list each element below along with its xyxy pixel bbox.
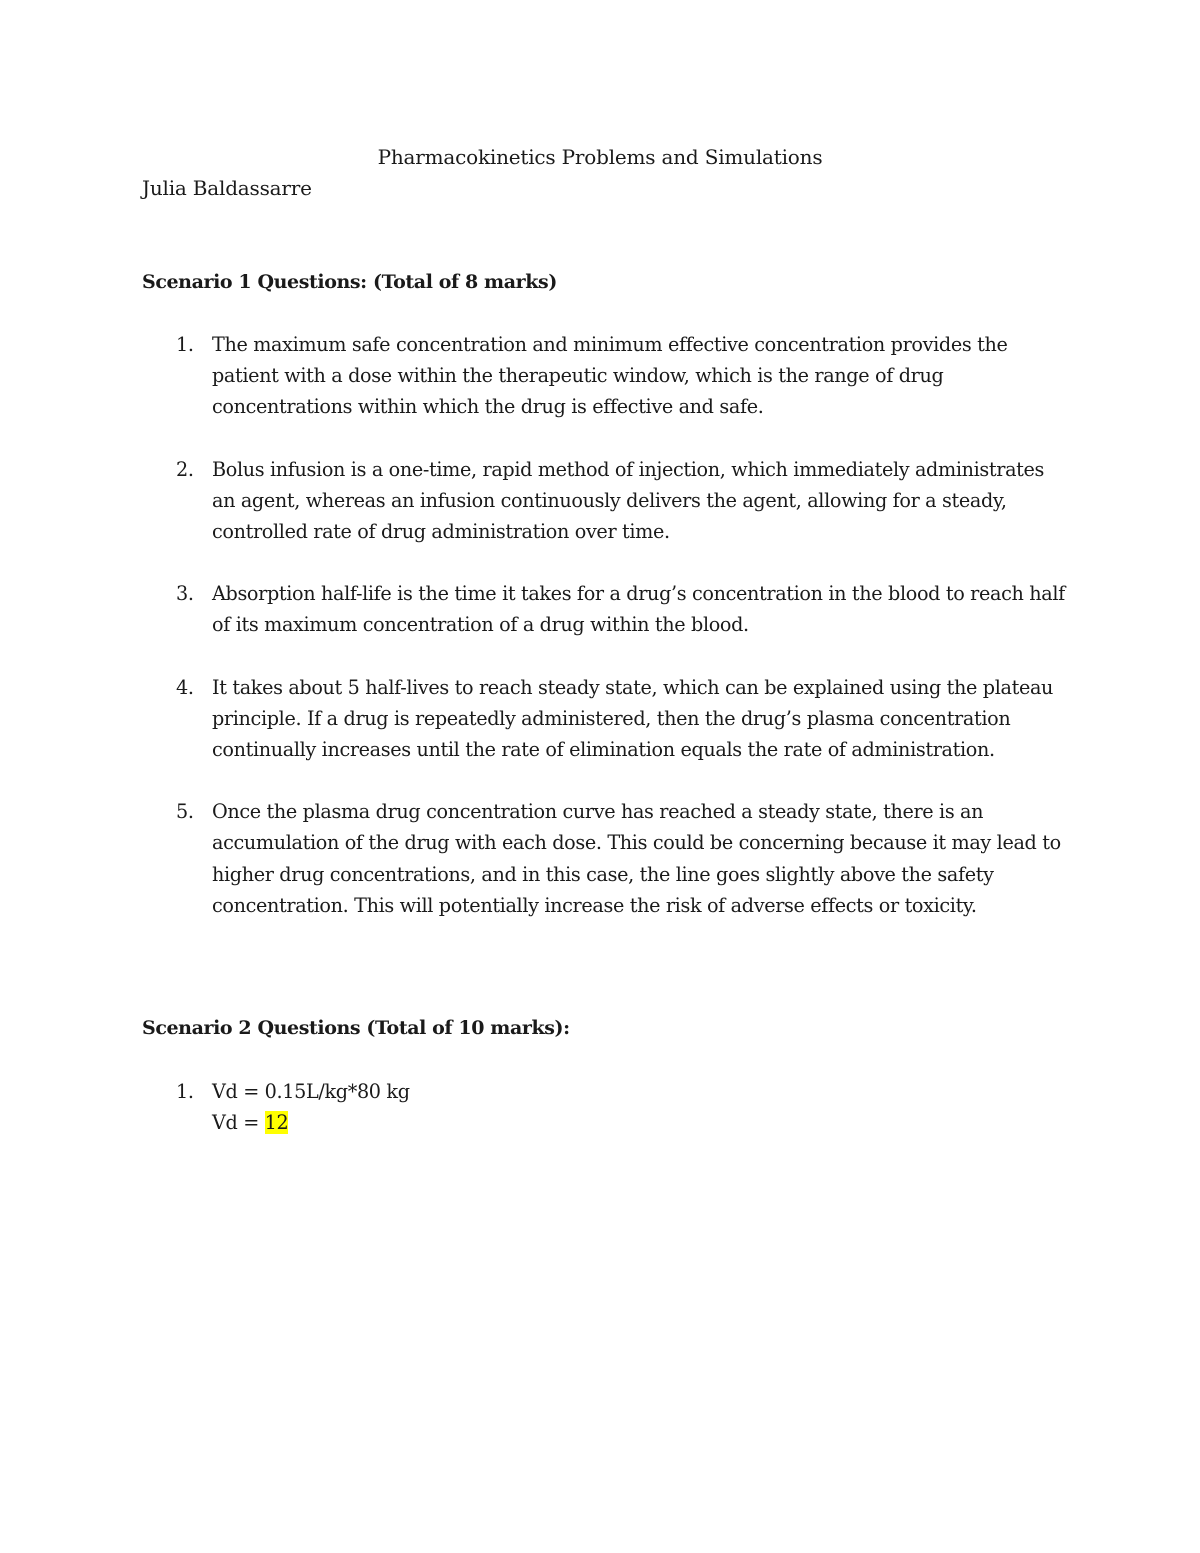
question-answer-text: Once the plasma drug concentration curve has reached a steady state, there is an accumulation of the drug with each dose. This could be concerning because it may lead to higher drug concentrations, and in this case, the line goes slightly above the safety concentration. This will potentially increase the risk of adverse effects or toxicity.	[212, 800, 1061, 917]
scenario1-question-4	[142, 672, 1072, 766]
question-number: 5.	[176, 800, 194, 824]
calculation-line-1: Vd = 0.15L/kg*80 kg	[212, 1080, 410, 1103]
document-title: Pharmacokinetics Problems and Simulations	[377, 145, 823, 169]
scenario2-heading: Scenario 2 Questions (Total of 10 marks):	[142, 1017, 570, 1039]
scenario1-question-1	[142, 329, 1072, 423]
author-name: Julia Baldassarre	[142, 176, 312, 200]
question-answer-text: The maximum safe concentration and minimum effective concentration provides the patient with a dose within the therapeutic window, which is the range of drug concentrations within which the drug is effective and safe.	[212, 333, 1008, 419]
scenario2-question-list	[142, 1076, 1072, 1169]
highlighted-result: 12	[264, 1111, 289, 1134]
question-number: 3.	[176, 582, 194, 606]
scenario2-question-1	[142, 1076, 1072, 1138]
question-answer-text: Bolus infusion is a one-time, rapid method of injection, which immediately administrates an agent, whereas an infusion continuously delivers the agent, allowing for a steady, controlled rate of drug administration over time.	[212, 457, 1045, 544]
scenario1-question-3	[142, 578, 1072, 640]
question-number: 1.	[176, 1080, 194, 1103]
question-answer-text: Absorption half-life is the time it takes for a drug’s concentration in the blood to reach half of its maximum concentration of a drug within the blood.	[212, 582, 1065, 637]
scenario1-question-2	[142, 454, 1072, 548]
question-number: 2.	[176, 457, 194, 481]
question-number: 1.	[176, 333, 194, 356]
scenario1-heading: Scenario 1 Questions: (Total of 8 marks)	[142, 271, 557, 293]
scenario1-question-5	[142, 796, 1072, 921]
question-number: 4.	[176, 675, 194, 699]
calculation-prefix: Vd =	[212, 1111, 265, 1134]
question-answer-text: It takes about 5 half-lives to reach steady state, which can be explained using the plateau principle. If a drug is repeatedly administered, then the drug’s plasma concentration continually increases until the rate of elimination equals the rate of administration.	[212, 675, 1054, 762]
scenario1-question-list	[142, 329, 1072, 952]
calculation-line-2	[212, 1107, 1072, 1138]
